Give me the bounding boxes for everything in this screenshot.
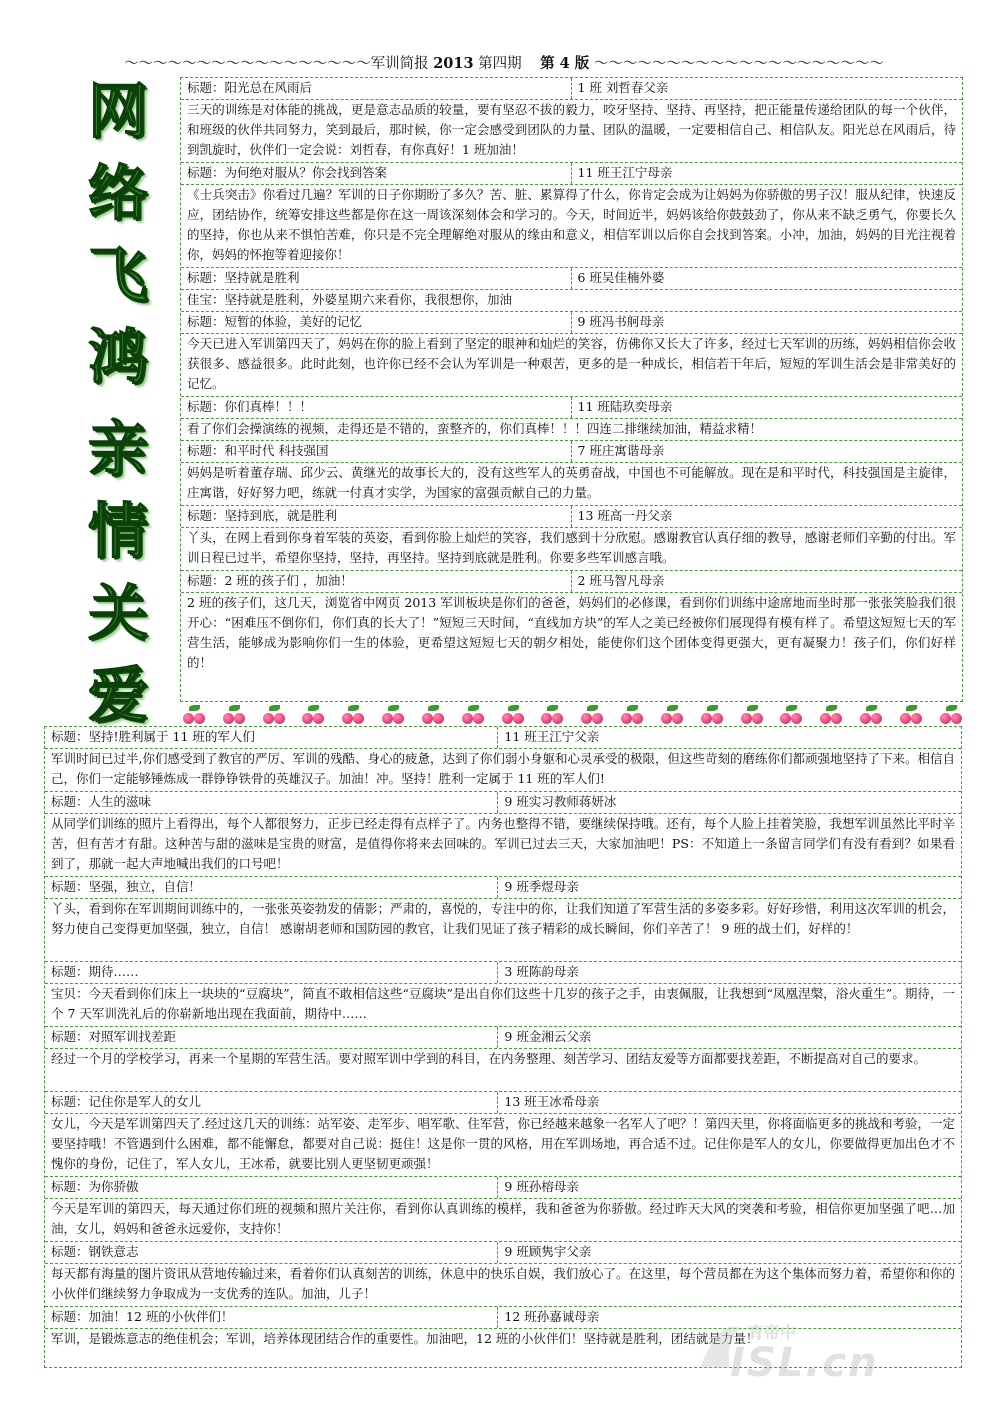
message-author: 3 班陈韵母亲: [504, 964, 579, 979]
message-entry: [181, 441, 962, 506]
side-title-char: 爱: [88, 661, 148, 731]
side-title-char: 关: [88, 579, 148, 649]
message-author: 2 班马智凡母亲: [577, 573, 665, 588]
message-author: 7 班庄寓谐母亲: [577, 443, 665, 458]
message-title: 标题：你们真棒！！！: [181, 397, 572, 418]
cherry-icon: [180, 704, 208, 724]
message-author: 11 班王江宁父亲: [504, 729, 600, 744]
message-author: 1 班 刘哲春父亲: [577, 80, 669, 95]
message-header-row: [45, 727, 961, 749]
message-body: 看了你们会操演练的视频，走得还是不错的，蛮整齐的，你们真棒！！！四连二排继续加油，精益求精！: [181, 419, 962, 441]
message-body: 从同学们训练的照片上看得出，每个人都很努力，正步已经走得有点样子了。内务也整得不错，要继续保持哦。还有，每个人脸上挂着笑脸，我想军训虽然比平时辛苦，但有苦才有甜。这种苦与甜的滋味是宝贵的财富，是值得你将来去回味的。军训已过去三天，大家加油吧！PS：不知道上一条留言同学们有没有看到？如果看到了，那就一起大声地喊出我们的口号吧！: [45, 814, 961, 877]
message-body: 经过一个月的学校学习，再来一个星期的军营生活。要对照军训中学到的科目，在内务整理、刻苦学习、团结友爱等方面都要找差距，不断提高对自己的要求。: [45, 1049, 961, 1092]
message-title: 标题：短暂的体验，美好的记忆: [181, 312, 572, 333]
message-author: 13 班王冰希母亲: [504, 1094, 600, 1109]
message-title: 标题：坚强，独立，自信！: [45, 877, 498, 898]
message-header-row: [45, 1177, 961, 1199]
message-entry: [45, 1242, 961, 1307]
message-author: 11 班陆玖奕母亲: [577, 399, 673, 414]
message-body: 丫头，在网上看到你身着军装的英姿，看到你脸上灿烂的笑容，我们感到十分欣慰。感谢教官认真仔细的教导，感谢老师们辛勤的付出。军训日程已过半，希望你坚持，坚持，再坚持。坚持到底就是胜利。你要多些军训感言哦。: [181, 528, 962, 571]
message-header-row: [45, 1027, 961, 1049]
message-body: 2 班的孩子们，这几天，浏览省中网页 2013 军训板块是你们的爸爸，妈妈们的必修课，看到你们训练中途席地而坐时那一张张笑脸我们很开心：“困难压不倒你们，你们真的长大了！”短短三天时间，“直线加方块”的军人之美已经被你们展现得有模有样了。希望这短短七天的军营生活，能够成为影响你们一生的体验，更希望这短短七天的朝夕相处，能使你们这个团体变得更强大，更有凝聚力！孩子们，你们好样的！: [187, 595, 956, 670]
side-title-network: [72, 77, 164, 410]
message-entry: [45, 792, 961, 877]
message-entry: [181, 163, 962, 268]
message-entry: [45, 1027, 961, 1092]
message-body: 女儿，今天是军训第四天了.经过这几天的训练：站军姿、走军步、唱军歌、住军营，你已经越来越象一名军人了吧？！第四天里，你将面临更多的挑战和考验，一定要坚持哦！不管遇到什么困难，都不能懈怠，都要对自己说：挺住！这是你一贯的风格，用在军训场地，再合适不过。记住你是军人的女儿，你要做得更加出色才不愧你的身份，记住了，军人女儿，王冰希，就要比别人更坚韧更顽强！: [45, 1114, 961, 1177]
message-entry: [181, 312, 962, 397]
message-body: 今天已进入军训第四天了，妈妈在你的脸上看到了坚定的眼神和灿烂的笑容，仿佛你又长大了许多，经过七天军训的历练，妈妈相信你会收获很多、感益很多。此时此刻，也许你已经不会认为军训是一种艰苦，更多的是一种成长，相信若干年后，短短的军训生活会是非常美好的记忆。: [181, 334, 962, 397]
message-entry: [181, 397, 962, 441]
message-header-row: [45, 1307, 961, 1329]
message-header-row: [45, 1242, 961, 1264]
cherry-icon: [857, 704, 885, 724]
cherry-icon: [618, 704, 646, 724]
cherry-icon: [538, 704, 566, 724]
message-body: 军训，是锻炼意志的绝佳机会；军训，培养体现团结合作的重要性。加油吧，12 班的小伙伴们！坚持就是胜利，团结就是力量！: [51, 1331, 759, 1346]
side-title-char: 情: [88, 497, 148, 567]
message-entry: [181, 506, 962, 571]
message-body: 《士兵突击》你看过几遍？军训的日子你期盼了多久？苦、脏、累算得了什么，你肯定会成为让妈妈为你骄傲的男子汉！服从纪律，快速反应，团结协作，统筹安排这些都是你在这一周该深刻体会和学习的。今天，时间近半，妈妈该给你鼓鼓劲了，你从来不缺乏勇气，你要长久的坚持，你也从来不惧怕苦难，你只是不完全理解绝对服从的缘由和意义，相信军训以后你自会找到答案。小冲，加油，妈妈的目光注视着你，妈妈的怀抱等着迎接你！: [181, 185, 962, 268]
message-header-row: [45, 877, 961, 899]
side-title-char: 网: [88, 77, 148, 147]
message-author: 9 班金湘云父亲: [504, 1029, 592, 1044]
message-header-row: [181, 441, 962, 463]
message-title: 标题：记住你是军人的女儿: [45, 1092, 498, 1113]
message-body: 三天的训练是对体能的挑战，更是意志品质的较量，要有坚忍不拔的毅力，咬牙坚持、坚持、再坚持，把正能量传递给团队的每一个伙伴，和班级的伙伴共同努力，笑到最后，那时候，你一定会感受到团队的力量、团队的温暖，一定要相信自己、相信队友。阳光总在风雨后，待到凯旋时，伙伴们一定会说：刘哲春，有你真好！1 班加油！: [181, 100, 962, 163]
side-title-char: 鸿: [88, 323, 148, 393]
header-year: 2013: [433, 55, 474, 72]
watermark-cn: 育帝中: [748, 1323, 797, 1342]
message-title: 标题：坚持到底，就是胜利: [181, 506, 572, 527]
header-page: 第 4 版: [540, 55, 590, 72]
message-title: 标题：坚持就是胜利: [181, 268, 572, 289]
message-title: 标题：人生的滋味: [45, 792, 498, 813]
cherry-icon: [738, 704, 766, 724]
message-author: 6 班吴佳楠外婆: [577, 270, 665, 285]
message-title: 标题：加油！12 班的小伙伴们！: [45, 1307, 498, 1328]
message-entry: [181, 78, 962, 163]
message-entry: [45, 1092, 961, 1177]
cherry-icon: [379, 704, 407, 724]
cherry-icon: [777, 704, 805, 724]
message-header-row: [45, 792, 961, 814]
cherry-icon: [260, 704, 288, 724]
message-entry: [45, 1177, 961, 1242]
message-title: 标题：钢铁意志: [45, 1242, 498, 1263]
message-title: 标题：为你骄傲: [45, 1177, 498, 1198]
cherry-icon: [220, 704, 248, 724]
message-header-row: [45, 1092, 961, 1114]
message-author: 9 班实习教师蒋妍冰: [504, 794, 617, 809]
message-author: 9 班季煜母亲: [504, 879, 579, 894]
message-entry: [181, 268, 962, 312]
message-entry: [45, 962, 961, 1027]
message-author: 12 班孙嘉诚母亲: [504, 1309, 600, 1324]
cherry-icon: [578, 704, 606, 724]
cherry-icon: [299, 704, 327, 724]
message-header-row: [181, 397, 962, 419]
message-entry: [45, 1307, 961, 1359]
message-title: 标题：对照军训找差距: [45, 1027, 498, 1048]
message-header-row: [181, 78, 962, 100]
message-title: 标题：和平时代 科技强国: [181, 441, 572, 462]
message-header-row: [181, 268, 962, 290]
side-title-char: 飞: [88, 241, 148, 311]
message-header-row: [181, 506, 962, 528]
message-author: 9 班顾隽宇父亲: [504, 1244, 592, 1259]
side-title-family-love: [72, 415, 164, 748]
message-author: 9 班孙榕母亲: [504, 1179, 579, 1194]
side-title-char: 络: [88, 159, 148, 229]
message-body: 今天是军训的第四天，每天通过你们班的视频和照片关注你，看到你认真训练的模样，我和爸爸为你骄傲。经过昨天大风的突袭和考验，相信你更加坚强了吧…加油，女儿，妈妈和爸爸永远爱你，支持你！: [45, 1199, 961, 1242]
message-body: 每天都有海量的图片资讯从营地传输过来，看着你们认真刻苦的训练，休息中的快乐自娱，我们放心了。在这里，每个营员都在为这个集体而努力着，希望你和你的小伙伴们继续努力争取成为一支优秀的连队。加油，儿子！: [45, 1264, 961, 1307]
message-header-row: [181, 312, 962, 334]
cherry-icon: [658, 704, 686, 724]
message-body: 军训时间已过半,你们感受到了教官的严厉、军训的残酷、身心的疲惫，达到了你们弱小身躯和心灵承受的极限，但这些苛刻的磨练你们都顽强地坚持了下来。相信自己，你们一定能够锤炼成一群铮铮铁骨的英雄汉子。加油！冲。坚持！胜利一定属于 11 班的军人们!: [45, 749, 961, 792]
cherry-icon: [937, 704, 965, 724]
message-entry: [181, 571, 962, 676]
header-text: ～～～～～～～～～～～～～～～～～军训简报: [124, 56, 429, 72]
message-header-row: [45, 962, 961, 984]
message-author: 11 班王江宁母亲: [577, 165, 673, 180]
cherry-icon: [897, 704, 925, 724]
message-body: 宝贝：今天看到你们床上一块块的“豆腐块”，简直不敢相信这些“豆腐块”是出自你们这些十几岁的孩子之手，由衷佩服，让我想到“凤凰涅槃，浴火重生”。期待，一个 7 天军训洗礼后的你崭新地出现在我面前，期待中……: [45, 984, 961, 1027]
message-title: 标题：期待……: [45, 962, 498, 983]
page-header: [58, 52, 950, 74]
message-header-row: [181, 163, 962, 185]
message-title: 标题：阳光总在风雨后: [181, 78, 572, 99]
message-body: 妈妈是听着董存瑞、邱少云、黄继光的故事长大的，没有这些军人的英勇奋战，中国也不可能解放。现在是和平时代，科技强国是主旋律，庄寓谐，好好努力吧，练就一付真才实学，为国家的富强贡献自己的力量。: [181, 463, 962, 506]
cherry-icon: [817, 704, 845, 724]
cherry-icon: [499, 704, 527, 724]
side-title-char: 亲: [88, 415, 148, 485]
message-header-row: [181, 571, 962, 593]
message-entry: [45, 727, 961, 792]
cherry-icon: [419, 704, 447, 724]
watermark-en: ISL.cn: [730, 1340, 879, 1386]
cherry-icon: [459, 704, 487, 724]
message-title: 标题：坚持!胜利属于 11 班的军人们: [45, 727, 498, 748]
cherry-icon: [698, 704, 726, 724]
message-author: 9 班冯书舸母亲: [577, 314, 665, 329]
header-issue: 第四期: [478, 56, 522, 72]
message-body: 丫头，看到你在军训期间训练中的，一张张英姿勃发的倩影；严肃的，喜悦的，专注中的你，让我们知道了军营生活的多姿多彩。好好珍惜，利用这次军训的机会，努力使自己变得更加坚强，独立，自信！ 感谢胡老师和国防园的教官，让我们见证了孩子精彩的成长瞬间，你们辛苦了！ 9 班的战士们，好样的！: [45, 899, 961, 962]
bottom-messages-box: [44, 726, 962, 1368]
cherry-icon: [339, 704, 367, 724]
message-title: 标题：2 班的孩子们 ，加油！: [181, 571, 572, 592]
message-body: 佳宝：坚持就是胜利，外婆星期六来看你，我很想你，加油: [181, 290, 962, 312]
message-entry: [45, 877, 961, 962]
cherry-divider: [180, 703, 965, 725]
header-tail: ～～～～～～～～～～～～～～～～～～～～: [593, 56, 884, 72]
message-title: 标题：为何绝对服从？你会找到答案: [181, 163, 572, 184]
top-messages-box: [180, 77, 963, 702]
message-author: 13 班高一丹父亲: [577, 508, 673, 523]
